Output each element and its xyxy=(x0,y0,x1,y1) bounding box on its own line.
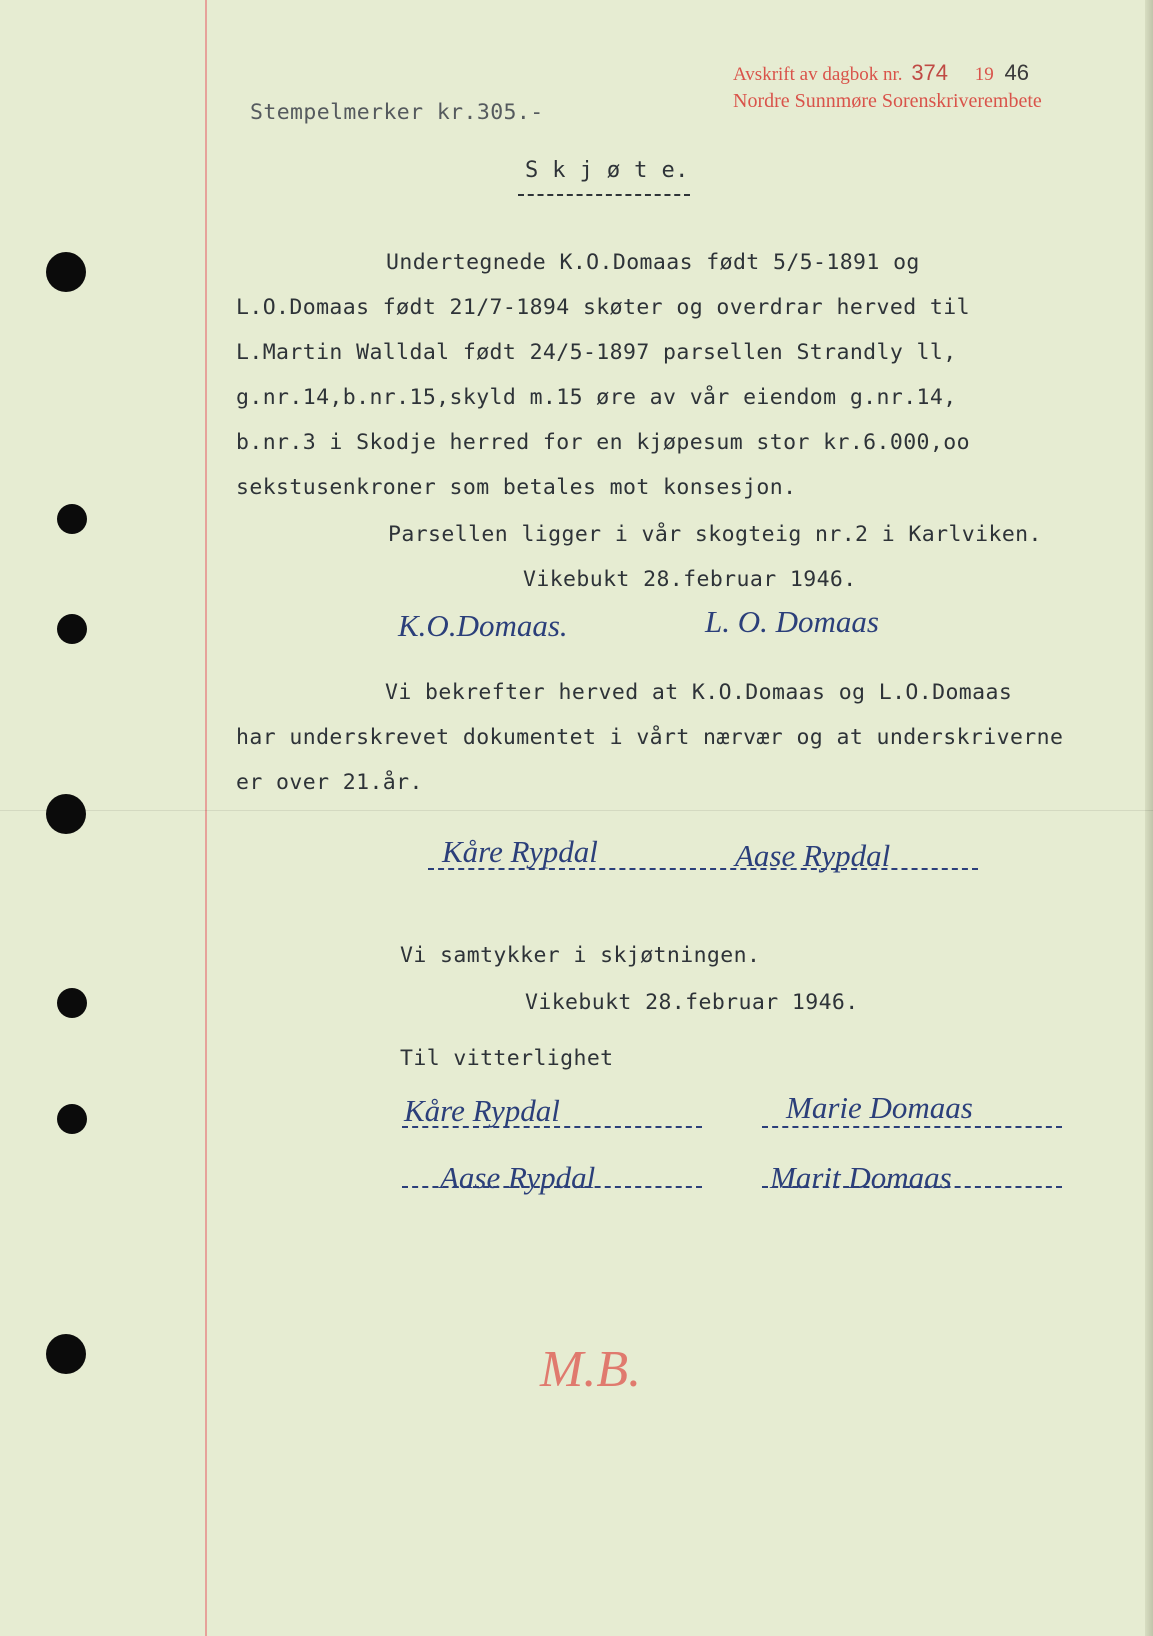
til-vitterlighet: Til vitterlighet xyxy=(400,1046,614,1071)
signature-kare-rypdal: Kåre Rypdal xyxy=(442,834,598,869)
signature-marie-domaas: Marie Domaas xyxy=(786,1090,973,1125)
punch-hole xyxy=(46,252,86,292)
dagbok-number: 374 xyxy=(911,60,949,85)
margin-line xyxy=(205,0,207,1636)
signature-line xyxy=(402,1186,702,1188)
stempelmerker: Stempelmerker kr.305.- xyxy=(250,100,544,125)
signature-line xyxy=(428,868,978,870)
document-title: S k j ø t e. xyxy=(525,158,689,183)
title-underline xyxy=(518,194,690,196)
body-line: L.O.Domaas født 21/7-1894 skøter og overdrar herved til xyxy=(236,295,970,320)
red-initials: M.B. xyxy=(540,1341,642,1398)
signature-kare-rypdal-2: Kåre Rypdal xyxy=(404,1093,560,1128)
signature-line xyxy=(402,1126,702,1128)
year-prefix: 19 xyxy=(974,64,994,85)
signature-aase-rypdal-2: Aase Rypdal xyxy=(440,1160,596,1195)
punch-hole xyxy=(57,988,87,1018)
signature-marit-domaas: Marit Domaas xyxy=(770,1160,952,1195)
place-date: Vikebukt 28.februar 1946. xyxy=(525,990,859,1015)
signature-line xyxy=(762,1186,1062,1188)
punch-hole xyxy=(46,1334,86,1374)
parsell-line: Parsellen ligger i vår skogteig nr.2 i Karlviken. xyxy=(388,522,1042,547)
consent-line: Vi samtykker i skjøtningen. xyxy=(400,943,761,968)
fold-line xyxy=(0,810,1153,811)
body-line: b.nr.3 i Skodje herred for en kjøpesum stor kr.6.000,oo xyxy=(236,430,970,455)
punch-hole xyxy=(46,794,86,834)
signature-line xyxy=(762,1126,1062,1128)
signature-l-o-domaas: L. O. Domaas xyxy=(705,604,879,639)
punch-hole xyxy=(57,504,87,534)
witness-line: er over 21.år. xyxy=(236,770,423,795)
signature-k-o-domaas: K.O.Domaas. xyxy=(398,608,568,643)
stamp-line-1 xyxy=(733,60,1029,86)
year-suffix: 46 xyxy=(1004,60,1030,85)
punch-hole xyxy=(57,1104,87,1134)
body-line: sekstusenkroner som betales mot konsesjon. xyxy=(236,475,797,500)
stamp-line-2: Nordre Sunnmøre Sorenskriverembete xyxy=(733,90,1042,112)
punch-hole xyxy=(57,614,87,644)
witness-line: Vi bekrefter herved at K.O.Domaas og L.O.Domaas xyxy=(385,680,1013,705)
place-date: Vikebukt 28.februar 1946. xyxy=(523,567,857,592)
body-line: g.nr.14,b.nr.15,skyld m.15 øre av vår eiendom g.nr.14, xyxy=(236,385,957,410)
stamp-prefix: Avskrift av dagbok nr. xyxy=(733,64,903,85)
body-line: L.Martin Walldal født 24/5-1897 parsellen Strandly ll, xyxy=(236,340,957,365)
body-line: Undertegnede K.O.Domaas født 5/5-1891 og xyxy=(386,250,920,275)
witness-line: har underskrevet dokumentet i vårt nærvær og at underskriverne xyxy=(236,725,1064,750)
page-edge xyxy=(1145,0,1153,1636)
signature-aase-rypdal: Aase Rypdal xyxy=(735,838,891,873)
